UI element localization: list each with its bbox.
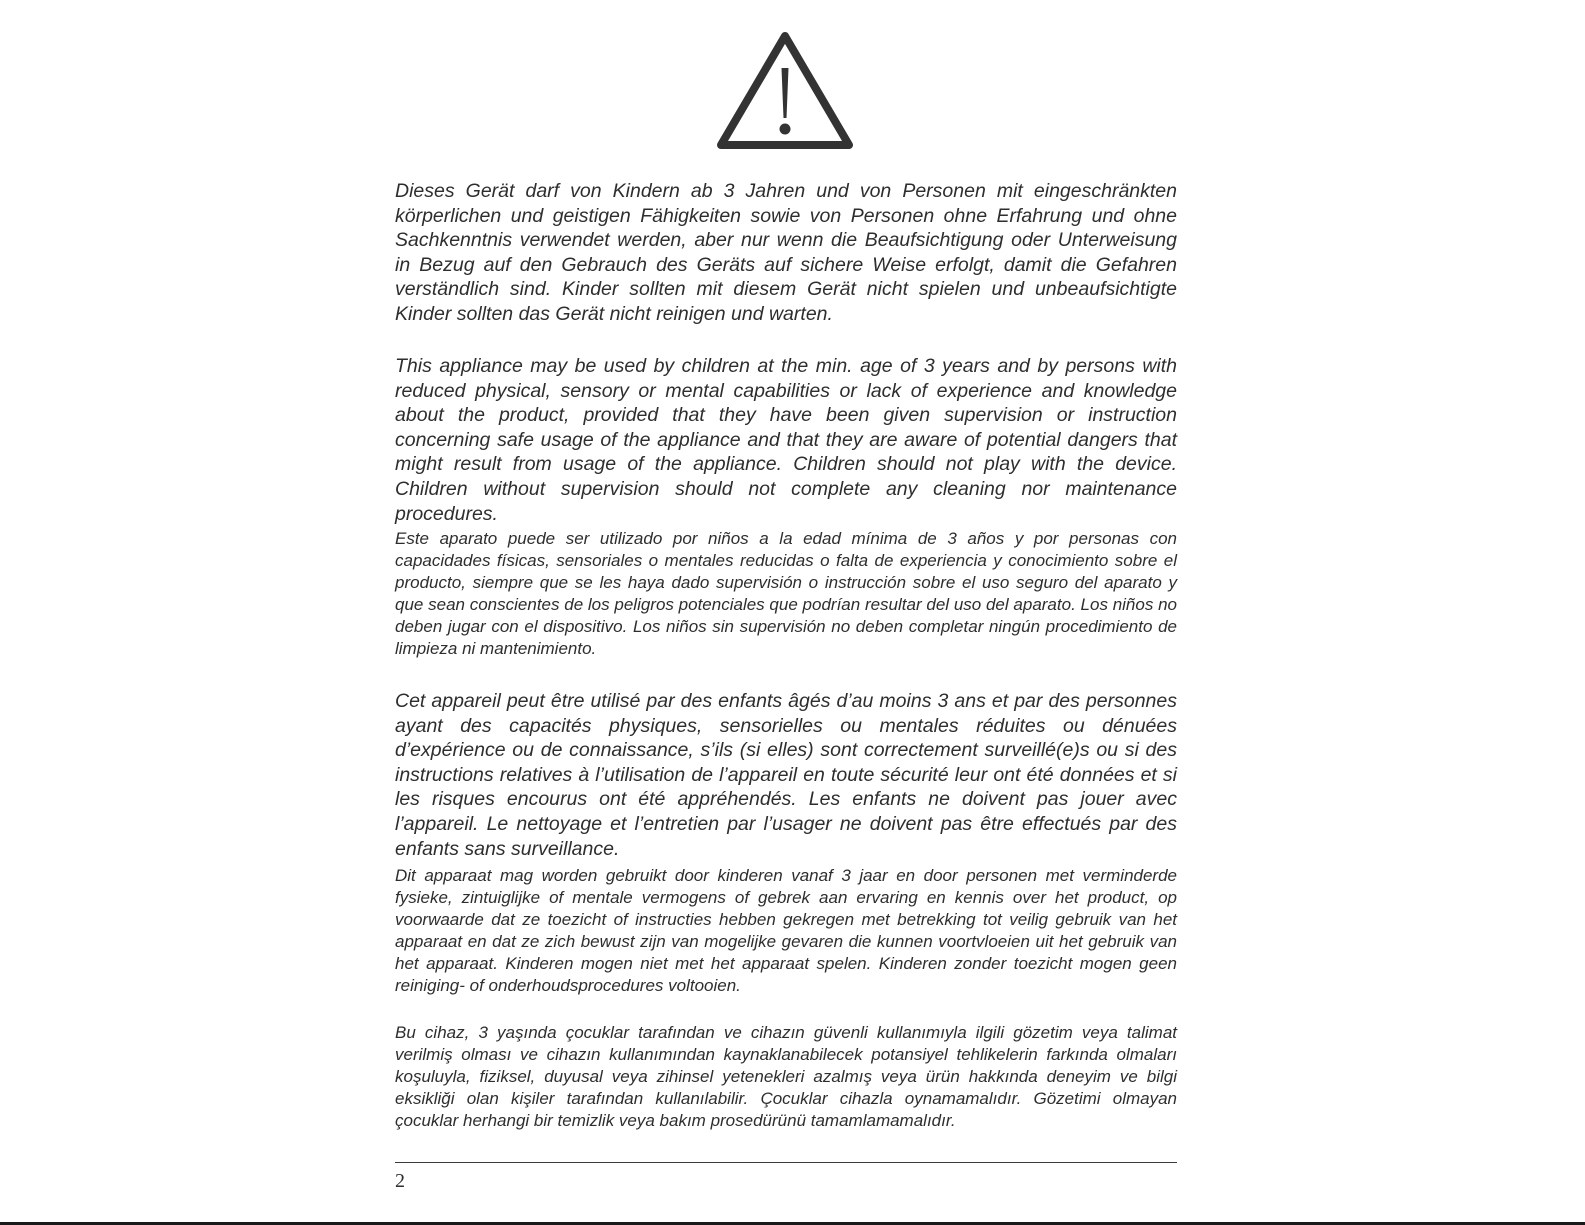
warning-paragraph-english: This appliance may be used by children at the min. age of 3 years and by persons with reduced physical, sensory or mental capabilities or lack of experience and knowledge about the product, provided that they have been given supervision or instruction concerning safe usage of the appliance and that they are aware of potential dangers that might result from usage of the appliance. Children should not play with the device. Children without supervision should not complete any cleaning nor maintenance procedures. [395, 355, 1177, 525]
warning-paragraph-german: Dieses Gerät darf von Kindern ab 3 Jahren und von Personen mit eingeschränkten körperlichen und geistigen Fähigkeiten sowie von Personen ohne Erfahrung und ohne Sachkenntnis verwendet werden, aber nur wenn die Beaufsichtigung oder Unterweisung in Bezug auf den Gebrauch des Geräts auf sichere Weise erfolgt, damit die Gefahren verständlich sind. Kinder sollten mit diesem Gerät nicht spielen und unbeaufsichtigte Kinder sollten das Gerät nicht reinigen und warten. [395, 180, 1177, 325]
warning-paragraph-french: Cet appareil peut être utilisé par des enfants âgés d’au moins 3 ans et par des personnes ayant des capacités physiques, sensorielles ou mentales réduites ou dénuées d’expérience ou de connaissance, s’ils (si elles) sont correctement surveillé(e)s ou si des instructions relatives à l’utilisation de l’appareil en toute sécurité leur ont été données et si les risques encourus ont été appréhendés. Les enfants ne doivent pas jouer avec l’appareil. Le nettoyage et l’entretien par l’usager ne doivent pas être effectués par des enfants sans surveillance. [395, 690, 1177, 860]
warning-paragraph-turkish: Bu cihaz, 3 yaşında çocuklar tarafından ve cihazın güvenli kullanımıyla ilgili gözetim veya talimat verilmiş olması ve cihazın kullanımından kaynaklanabilecek potansiyel tehlikelerin farkında olmaları koşuluyla, fiziksel, duyusal veya zihinsel yetenekleri azalmış veya ürün hakkında deneyim ve bilgi eksikliği olan kişiler tarafından kullanılabilir. Çocuklar cihazla oynamamalıdır. Gözetimi olmayan çocuklar herhangi bir temizlik veya bakım prosedürünü tamamlamamalıdır. [395, 1023, 1177, 1130]
page-number: 2 [395, 1170, 405, 1192]
warning-triangle-icon [715, 28, 855, 152]
warning-exclamation-dot [780, 124, 791, 135]
warning-paragraph-spanish: Este aparato puede ser utilizado por niños a la edad mínima de 3 años y por personas con capacidades físicas, sensoriales o mentales reducidas o falta de experiencia y conocimiento sobre el producto, siempre que se les haya dado supervisión o instrucción sobre el uso seguro del aparato y que sean conscientes de los peligros potenciales que podrían resultar del uso del aparato. Los niños no deben jugar con el dispositivo. Los niños sin supervisión no deben completar ningún procedimiento de limpieza ni mantenimiento. [395, 529, 1177, 658]
warning-exclamation-bar [782, 68, 789, 118]
warning-paragraph-dutch: Dit apparaat mag worden gebruikt door kinderen vanaf 3 jaar en door personen met verminderde fysieke, zintuiglijke of mentale vermogens of gebrek aan ervaring en kennis over het product, op voorwaarde dat ze toezicht of instructies hebben gekregen met betrekking tot veilig gebruik van het apparaat en dat ze zich bewust zijn van mogelijke gevaren die kunnen voortvloeien uit het gebruik van het apparaat. Kinderen mogen niet met het apparaat spelen. Kinderen zonder toezicht mogen geen reiniging- of onderhoudsprocedures voltooien. [395, 866, 1177, 995]
footer-divider [395, 1162, 1177, 1163]
